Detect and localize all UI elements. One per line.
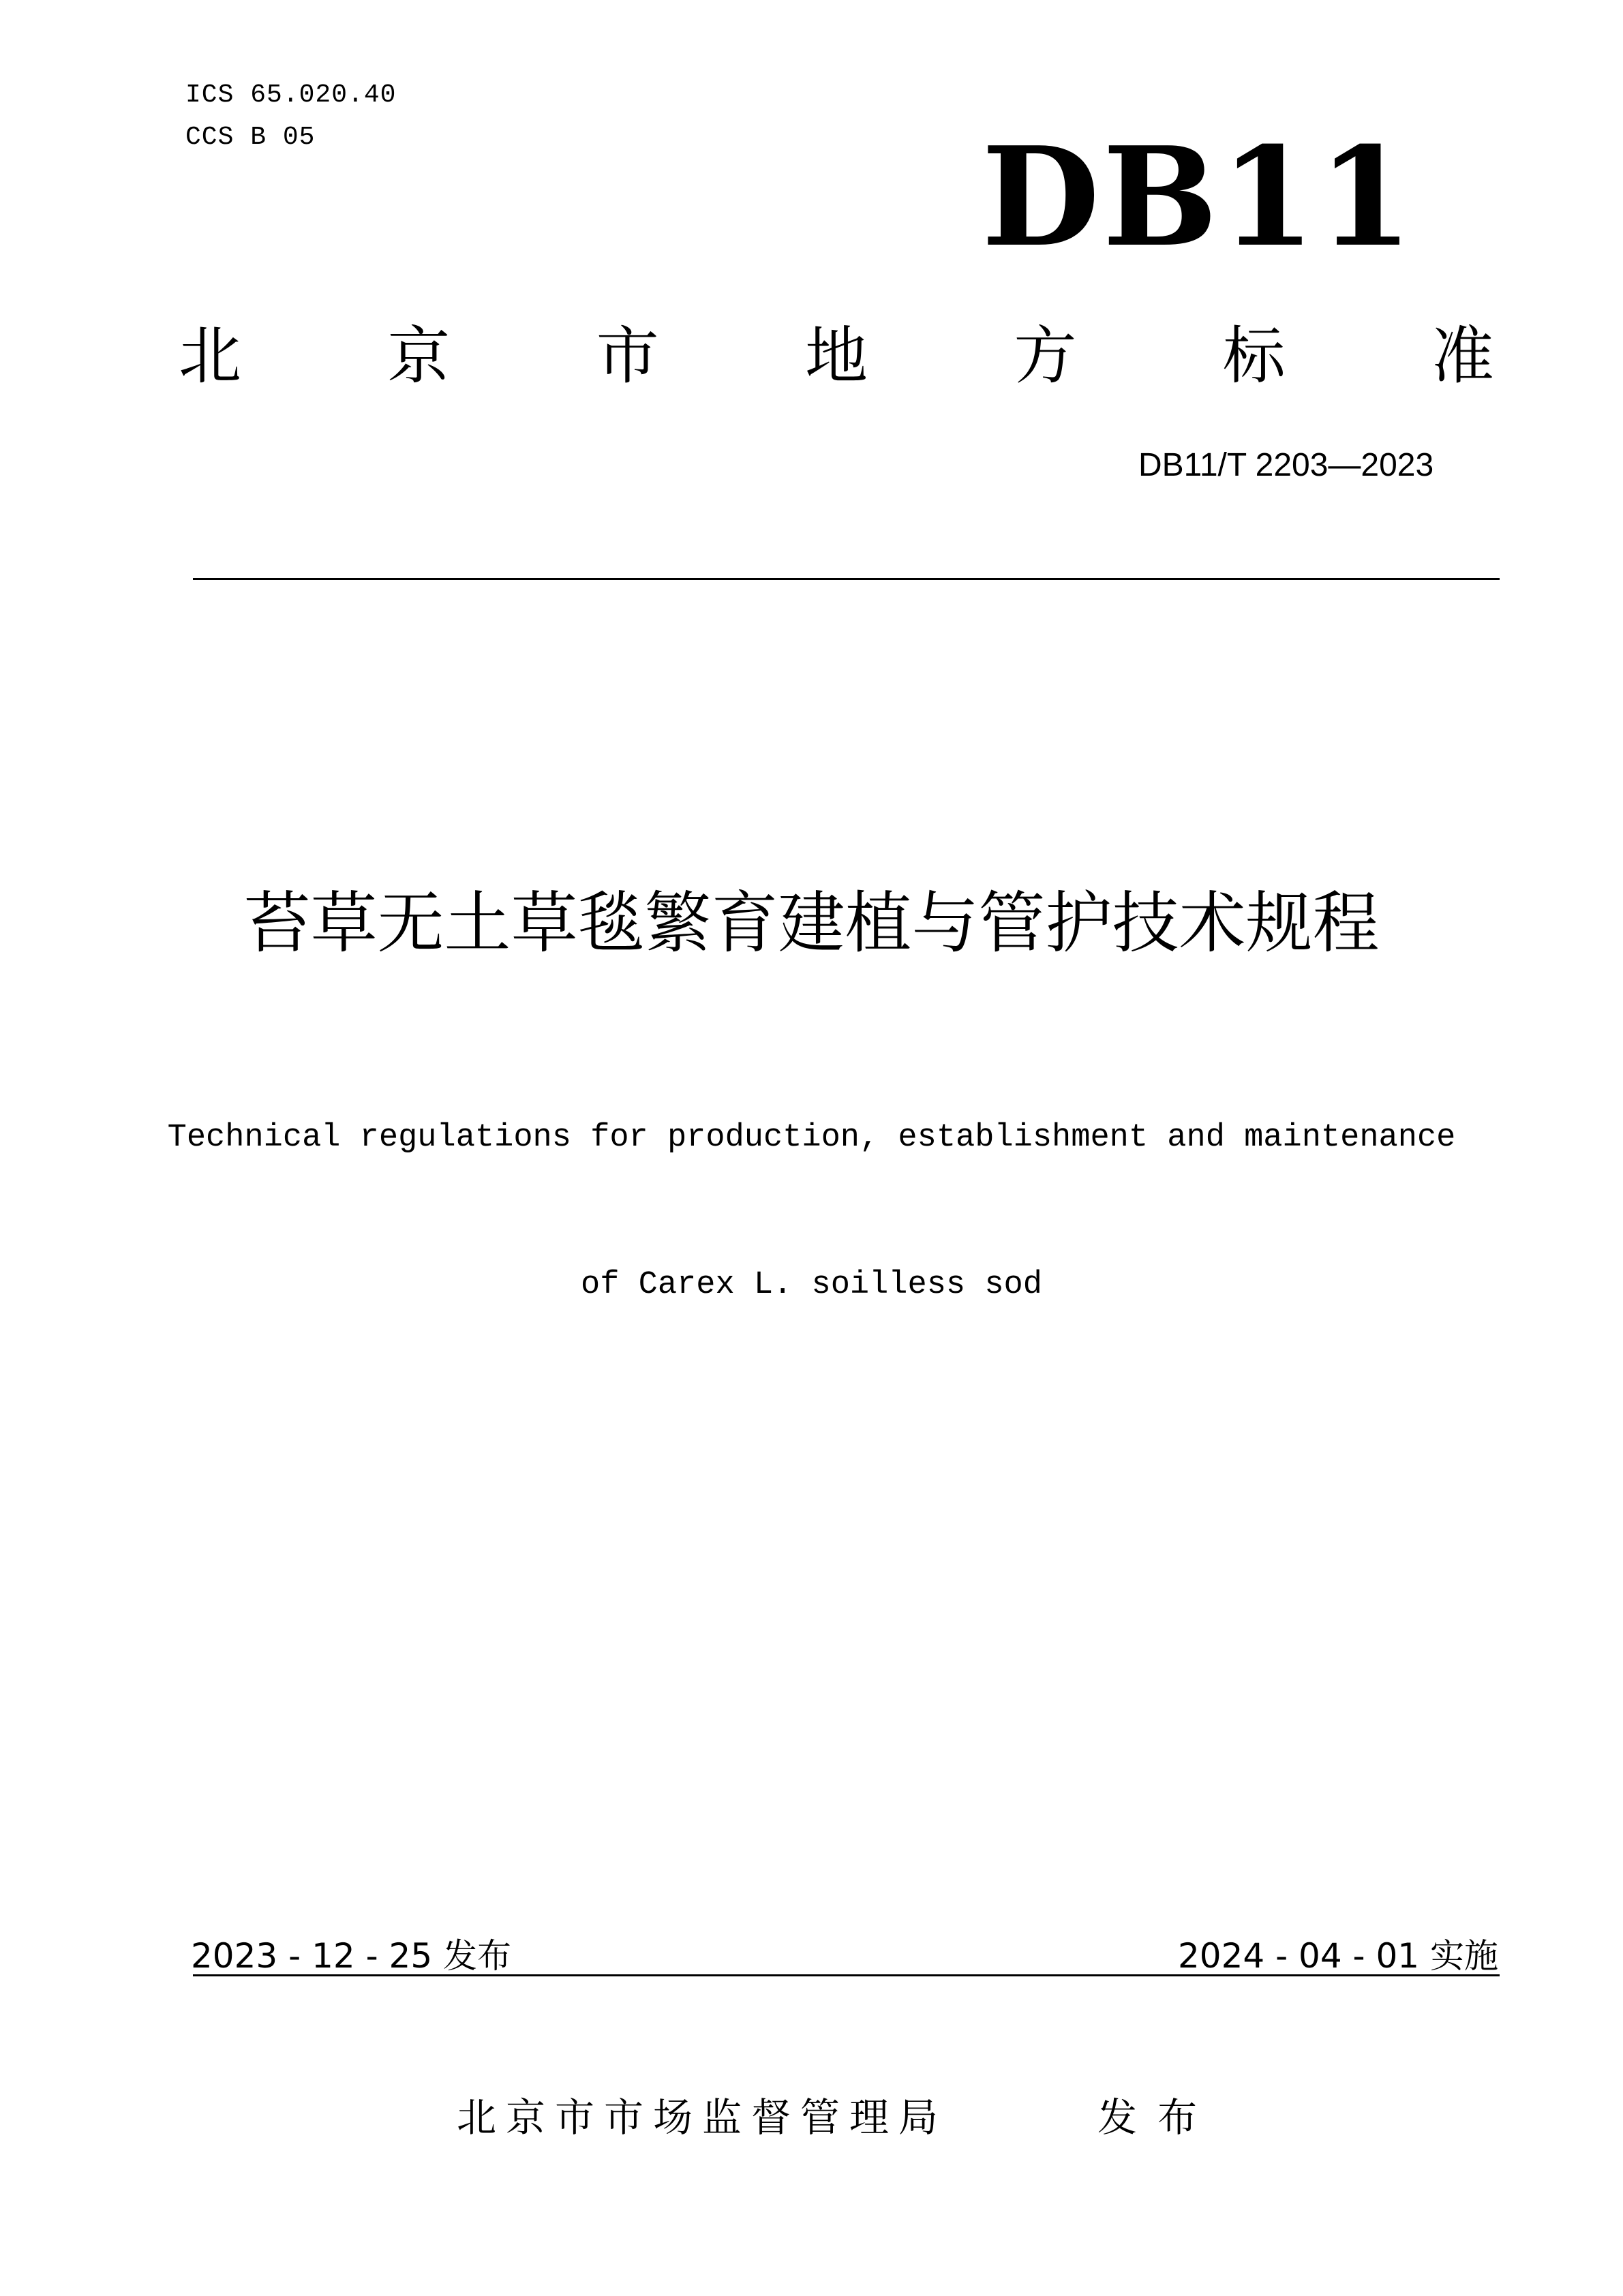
- standard-type-heading: [179, 319, 1494, 394]
- standard-type-char: 京: [387, 320, 451, 393]
- standard-type-char: 方: [1014, 320, 1077, 393]
- standard-type-char: 地: [804, 320, 868, 393]
- document-title-chinese: 苔草无土草毯繁育建植与管护技术规程: [243, 885, 1380, 962]
- bottom-divider: [193, 1974, 1500, 1976]
- standard-type-char: 准: [1431, 320, 1494, 393]
- standard-type-char: 标: [1222, 320, 1286, 393]
- ccs-code: CCS B 05: [185, 123, 316, 152]
- implementation-date: 2024 - 04 - 01 实施: [1177, 1936, 1498, 1976]
- ics-code: ICS 65.020.40: [185, 80, 397, 110]
- standard-number: DB11/T 2203—2023: [1138, 447, 1434, 483]
- publish-label: 发布: [1097, 2094, 1218, 2141]
- standard-type-char: 北: [179, 320, 242, 393]
- top-divider: [193, 578, 1500, 580]
- standard-type-char: 市: [596, 320, 659, 393]
- document-title-english: [0, 1015, 1623, 1359]
- issue-date: 2023 - 12 - 25 发布: [191, 1936, 512, 1976]
- publisher-name: 北京市市场监督管理局: [457, 2094, 948, 2141]
- english-title-line: Technical regulations for production, establishment and maintenance: [167, 1120, 1456, 1156]
- english-title-line: of Carex L. soilless sod: [581, 1267, 1042, 1303]
- db11-logo: DB11: [982, 117, 1416, 277]
